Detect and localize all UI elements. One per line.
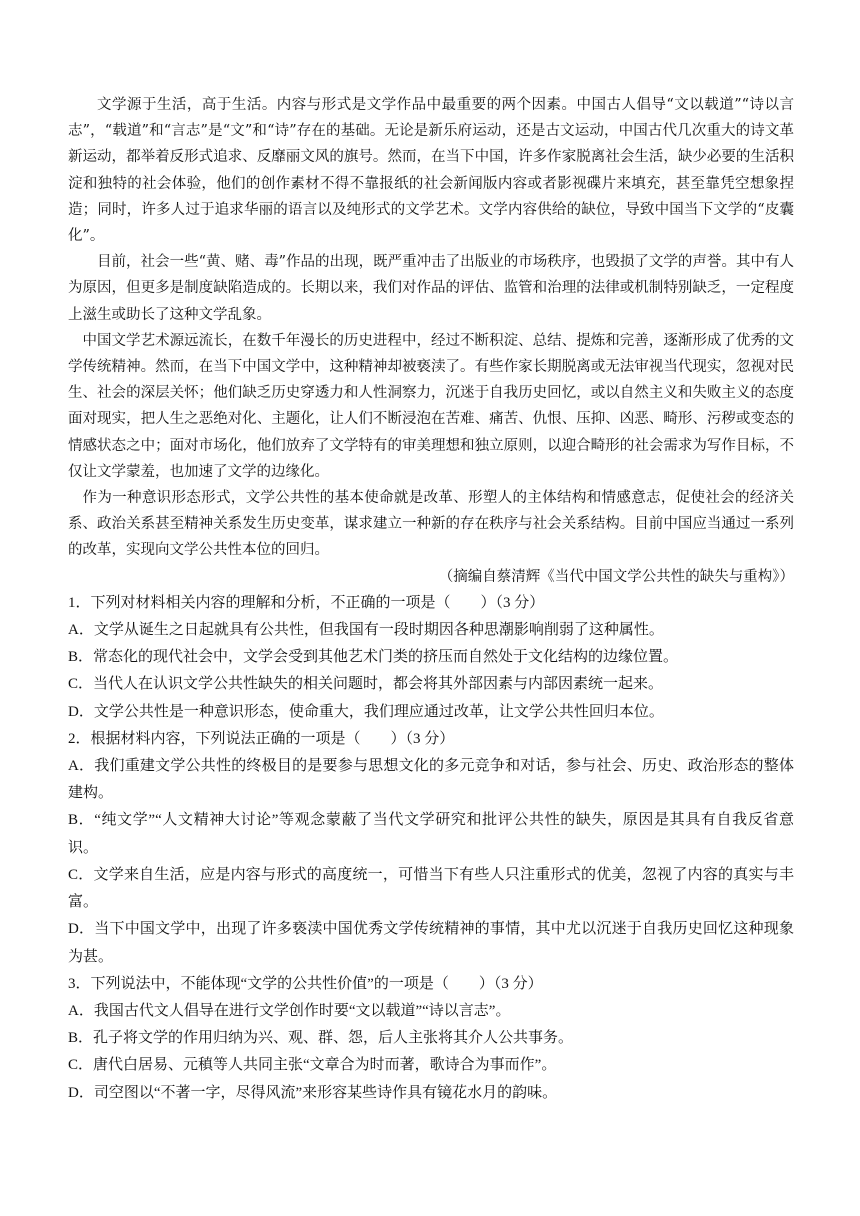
question-2 xyxy=(68,726,794,971)
option-d: D．当下中国文学中，出现了许多亵渎中国优秀文学传统精神的事情，其中尤以沉迷于自我历史回忆这种现象为甚。 xyxy=(68,921,794,965)
option-d: D．司空图以“不著一字，尽得风流”来形容某些诗作具有镜花水月的韵味。 xyxy=(68,1084,558,1101)
option-b: B．孔子将文学的作用归纳为兴、观、群、怨，后人主张将其介人公共事务。 xyxy=(68,1030,574,1047)
option-a: A．我国古代文人倡导在进行文学创作时要“文以载道”“诗以言志”。 xyxy=(68,1002,511,1019)
option-c: C．当代人在认识文学公共性缺失的相关问题时，都会将其外部因素与内部因素统一起来。 xyxy=(68,676,664,693)
question-stem: 3．下列说法中，不能体现“文学的公共性价值”的一项是（ ）（3 分） xyxy=(68,975,543,992)
option-c: C．文学来自生活，应是内容与形式的高度统一，可惜当下有些人只注重形式的优美，忽视了内容的真实与丰富。 xyxy=(68,866,794,911)
option-a: A．文学从诞生之日起就具有公共性，但我国有一段时期因各种思潮影响削弱了这种属性。 xyxy=(68,622,664,639)
question-1 xyxy=(68,590,794,726)
option-b: B．“纯文学”“人文精神大讨论”等观念蒙蔽了当代文学研究和批评公共性的缺失，原因是其具有自我反省意识。 xyxy=(68,812,794,856)
document-page xyxy=(68,92,794,1107)
passage-paragraph-3: 中国文学艺术源远流长，在数千年漫长的历史进程中，经过不断积淀、总结、提炼和完善，逐渐形成了优秀的文学传统精神。然而，在当下中国文学中，这种精神却被亵渎了。有些作家长期脱离或无法审视当代现实，忽视对民生、社会的深层关怀；他们缺乏历史穿透力和人性洞察力，沉迷于自我历史回忆，或以自然主义和失败主义的态度面对现实，把人生之恶绝对化、主题化，让人们不断浸泡在苦难、痛苦、仇恨、压抑、凶恶、畸形、污秽或变态的情感状态之中；面对市场化，他们放弃了文学特有的审美理想和独立原则，以迎合畸形的社会需求为写作目标，不仅让文学蒙羞，也加速了文学的边缘化。 xyxy=(68,332,794,480)
question-3 xyxy=(68,971,794,1107)
passage-paragraph-4: 作为一种意识形态形式，文学公共性的基本使命就是改革、形塑人的主体结构和情感意志，促使社会的经济关系、政治关系甚至精神关系发生历史变革，谋求建立一种新的存在秩序与社会关系结构。目前中国应当通过一系列的改革，实现向文学公共性本位的回归。 xyxy=(68,490,794,559)
option-a: A．我们重建文学公共性的终极目的是要参与思想文化的多元竞争和对话，参与社会、历史、政治形态的整体建构。 xyxy=(68,758,794,802)
passage-paragraph-2: 目前，社会一些“黄、赌、毒”作品的出现，既严重冲击了出版业的市场秩序，也毁损了文学的声誉。其中有人为原因，但更多是制度缺陷造成的。长期以来，我们对作品的评估、监管和治理的法律或机制特别缺乏，一定程度上滋生或助长了这种文学乱象。 xyxy=(68,254,794,323)
passage-paragraph-1: 文学源于生活，高于生活。内容与形式是文学作品中最重要的两个因素。中国古人倡导“文以载道”“诗以言志”，“载道”和“言志”是“文”和“诗”存在的基础。无论是新乐府运动，还是古文运动，中国古代几次重大的诗文革新运动，都举着反形式追求、反靡丽文风的旗号。然而，在当下中国，许多作家脱离社会生活，缺少必要的生活积淀和独特的社会体验，他们的创作素材不得不靠报纸的社会新闻版内容或者影视碟片来填充，甚至靠凭空想象捏造；同时，许多人过于追求华丽的语言以及纯形式的文学艺术。文学内容供给的缺位，导致中国当下文学的“皮囊化”。 xyxy=(68,97,794,245)
option-d: D．文学公共性是一种意识形态，使命重大，我们理应通过改革，让文学公共性回归本位。 xyxy=(68,703,664,720)
option-b: B．常态化的现代社会中，文学会受到其他艺术门类的挤压而自然处于文化结构的边缘位置。 xyxy=(68,649,679,666)
passage-source: （摘编自蔡清辉《当代中国文学公共性的缺失与重构》） xyxy=(438,568,794,585)
question-stem: 2．根据材料内容，下列说法正确的一项是（ ）（3 分） xyxy=(68,730,455,747)
question-stem: 1．下列对材料相关内容的理解和分析，不正确的一项是（ ）（3 分） xyxy=(68,594,545,611)
option-c: C．唐代白居易、元稹等人共同主张“文章合为时而著，歌诗合为事而作”。 xyxy=(68,1057,557,1074)
